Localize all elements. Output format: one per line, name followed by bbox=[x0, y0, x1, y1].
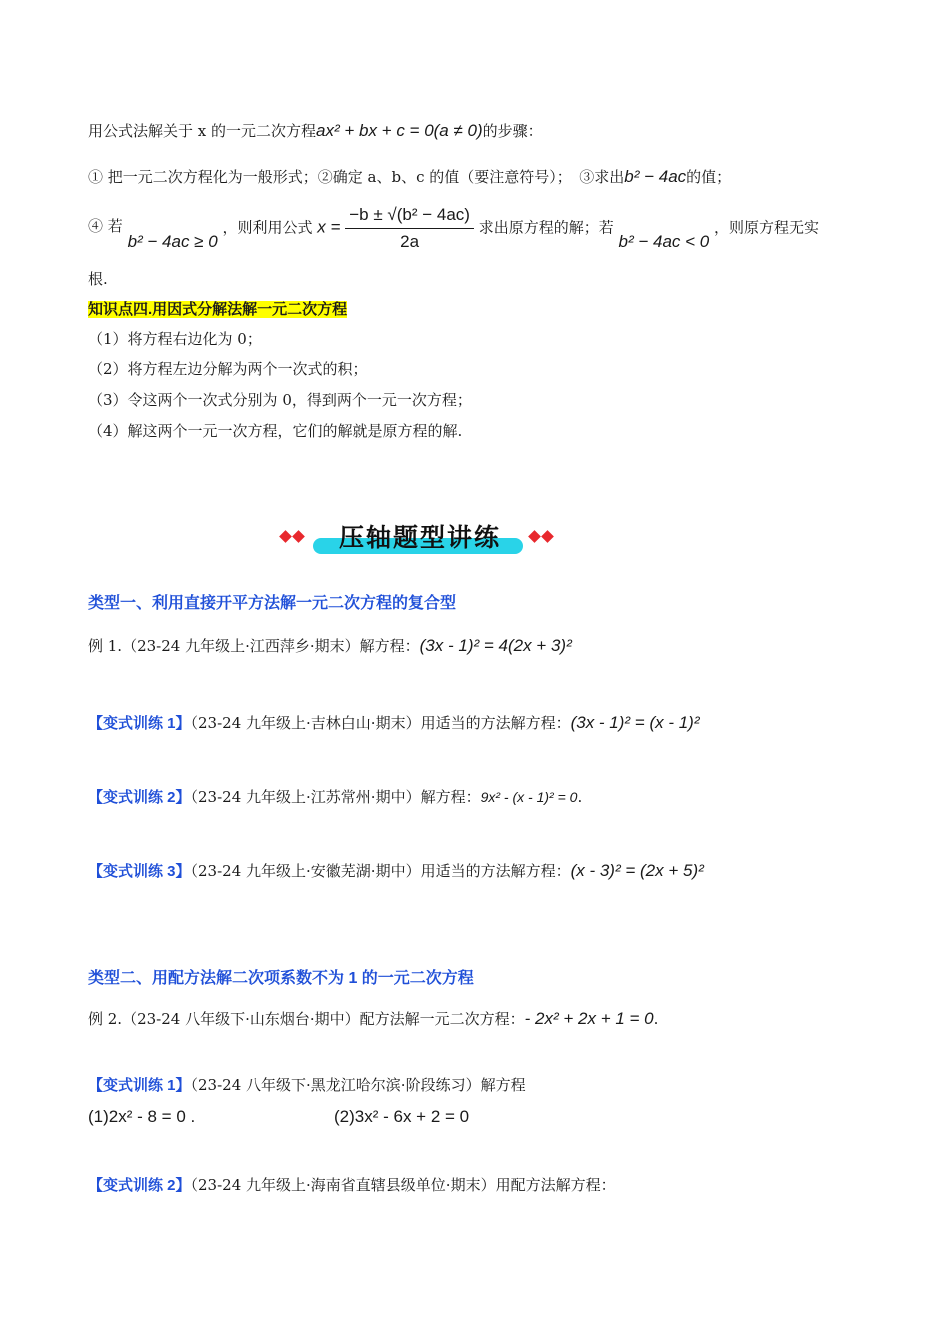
banner-diamond-left-1 bbox=[279, 530, 292, 543]
banner-diamond-right-1 bbox=[528, 530, 541, 543]
problem-2: (2)3x² - 6x + 2 = 0 bbox=[334, 1107, 470, 1126]
example-1-equation: (3x - 1)² = 4(2x + 3)² bbox=[419, 636, 572, 655]
kp4-item-1: （1）将方程右边化为 0； bbox=[88, 330, 262, 348]
step-4-tail: 根. bbox=[88, 270, 108, 288]
quadratic-formula-lhs: x = bbox=[317, 217, 341, 237]
type1-variant-2 bbox=[88, 786, 582, 809]
type1-variant-1 bbox=[88, 712, 700, 735]
type1-variant-1-text: （23-24 九年级上·吉林白山·期末）用适当的方法解方程： bbox=[190, 714, 571, 732]
general-equation: ax² + bx + c = 0(a ≠ 0) bbox=[316, 121, 483, 140]
steps-line-1 bbox=[88, 166, 731, 188]
step-4-then: ，则利用公式 bbox=[222, 218, 313, 237]
step-4-solve: 求出原方程的解；若 bbox=[478, 218, 614, 237]
type2-variant-2-tag: 【变式训练 2】 bbox=[88, 1177, 191, 1194]
type2-variant-2 bbox=[88, 1174, 616, 1197]
type1-variant-3-text: （23-24 九年级上·安徽芜湖·期中）用适当的方法解方程： bbox=[190, 862, 571, 880]
formula-intro-line bbox=[88, 120, 543, 142]
step-4-no-root: ，则原方程无实 bbox=[714, 218, 820, 237]
type1-variant-3-tag: 【变式训练 3】 bbox=[88, 863, 191, 880]
quadratic-formula-denominator: 2a bbox=[400, 232, 420, 251]
steps-line-1-text: ① 把一元二次方程化为一般形式；②确定 a、b、c 的值（要注意符号）； ③求出 bbox=[88, 168, 625, 186]
problem-1: (1)2x² - 8 = 0 . bbox=[88, 1107, 196, 1126]
type1-variant-2-equation: 9x² - (x - 1)² = 0 bbox=[480, 789, 578, 805]
example-2-equation: - 2x² + 2x + 1 = 0 bbox=[524, 1009, 654, 1028]
step-4-condition-2: b² − 4ac < 0 bbox=[618, 231, 710, 251]
type1-variant-2-end: . bbox=[577, 788, 583, 806]
type2-variant-1-tag: 【变式训练 1】 bbox=[88, 1077, 191, 1094]
kp4-title: 知识点四.用因式分解法解一元二次方程 bbox=[88, 301, 348, 318]
type1-variant-2-text: （23-24 九年级上·江苏常州·期中）解方程： bbox=[190, 788, 481, 806]
type1-heading: 类型一、利用直接开平方法解一元二次方程的复合型 bbox=[88, 595, 457, 612]
type1-heading-line bbox=[88, 592, 456, 615]
example-1 bbox=[88, 635, 572, 657]
type2-variant-2-text: （23-24 九年级上·海南省直辖县级单位·期末）用配方法解方程： bbox=[190, 1176, 616, 1194]
example-2-end: . bbox=[653, 1010, 659, 1028]
type2-variant-1-text: （23-24 八年级下·黑龙江哈尔滨·阶段练习）解方程 bbox=[190, 1076, 526, 1094]
type2-variant-1 bbox=[88, 1074, 526, 1097]
type1-variant-1-equation: (3x - 1)² = (x - 1)² bbox=[570, 713, 700, 732]
banner-diamond-left-2 bbox=[292, 530, 305, 543]
banner-diamond-right-2 bbox=[541, 530, 554, 543]
type1-variant-2-tag: 【变式训练 2】 bbox=[88, 789, 191, 806]
formula-intro-text: 用公式法解关于 x 的一元二次方程 bbox=[88, 122, 316, 140]
quadratic-formula-numerator: −b ± √(b² − 4ac) bbox=[345, 204, 474, 229]
example-1-text: 例 1.（23-24 九年级上·江西萍乡·期末）解方程： bbox=[88, 637, 420, 655]
example-2-text: 例 2.（23-24 八年级下·山东烟台·期中）配方法解一元二次方程： bbox=[88, 1010, 525, 1028]
quadratic-formula-fraction bbox=[345, 204, 474, 253]
example-2 bbox=[88, 1008, 658, 1030]
discriminant-expr: b² − 4ac bbox=[624, 167, 687, 186]
type1-variant-1-tag: 【变式训练 1】 bbox=[88, 715, 191, 732]
kp4-title-line bbox=[88, 298, 347, 321]
type2-heading: 类型二、用配方法解二次项系数不为 1 的一元二次方程 bbox=[88, 970, 474, 987]
kp4-item-4: （4）解这两个一元一次方程，它们的解就是原方程的解. bbox=[88, 422, 463, 440]
step-4-prefix: ④ 若 bbox=[88, 216, 123, 235]
kp4-item-3: （3）令这两个一次式分别为 0，得到两个一元一次方程； bbox=[88, 391, 472, 409]
type2-heading-line bbox=[88, 967, 474, 990]
kp4-item-2: （2）将方程左边分解为两个一次式的积； bbox=[88, 360, 368, 378]
type1-variant-3 bbox=[88, 860, 704, 883]
step-4-line bbox=[88, 204, 819, 260]
step-4-condition-1: b² − 4ac ≥ 0 bbox=[127, 231, 218, 251]
type2-variant-1-problems bbox=[88, 1106, 470, 1128]
section-banner bbox=[275, 516, 565, 560]
type1-variant-3-equation: (x - 3)² = (2x + 5)² bbox=[570, 861, 704, 880]
banner-title: 压轴题型讲练 bbox=[338, 523, 501, 552]
steps-line-1-suffix: 的值； bbox=[686, 168, 732, 186]
formula-intro-suffix: 的步骤： bbox=[482, 122, 543, 140]
